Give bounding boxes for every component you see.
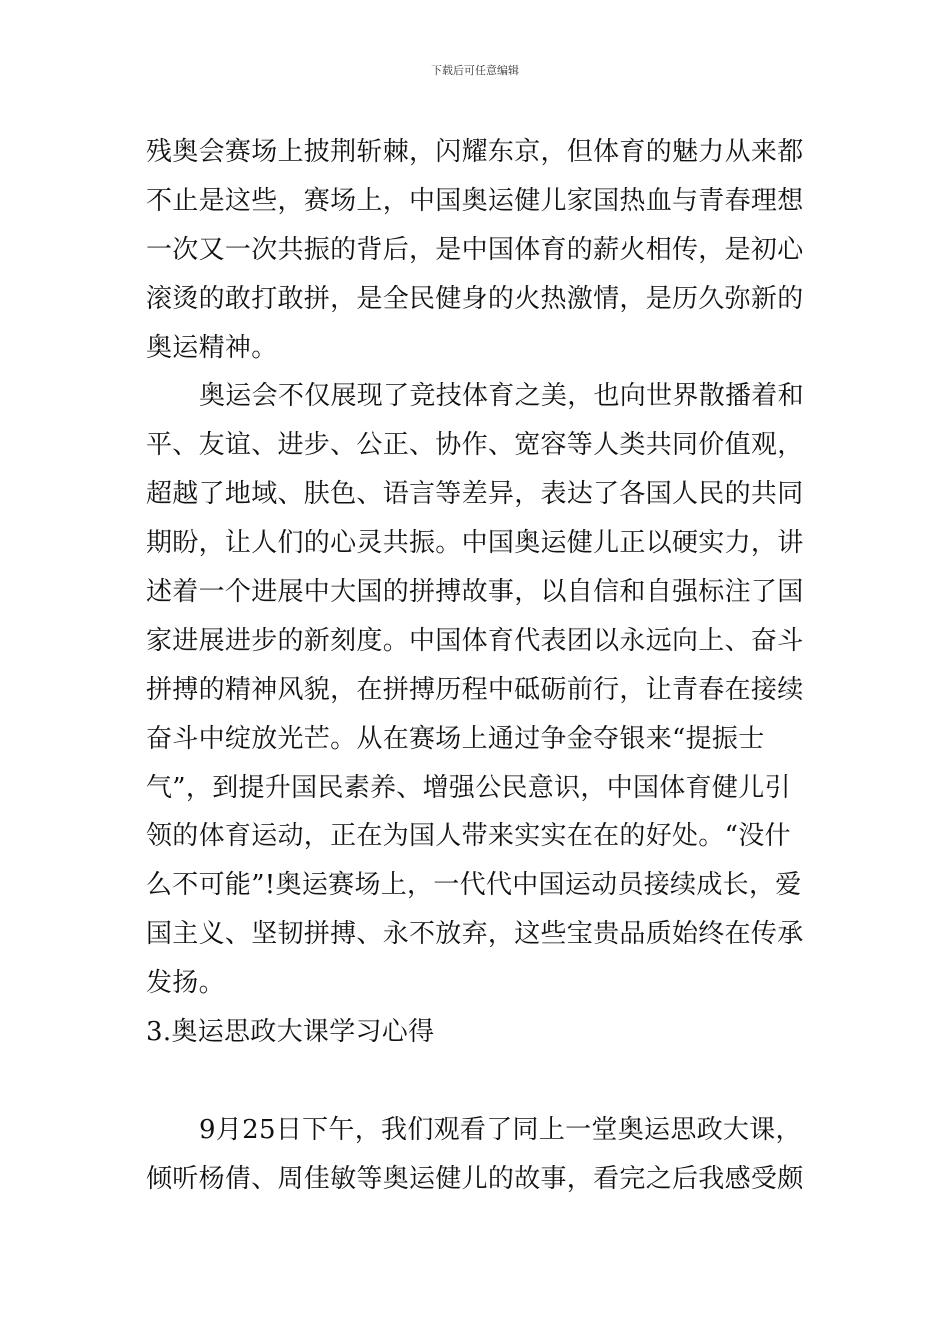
text-line: 么不可能”!奥运赛场上，一代代中国运动员接续成长，爱 (146, 870, 802, 901)
text-line: 滚烫的敢打敢拼，是全民健身的火热激情，是历久弥新的 (146, 283, 804, 314)
text-line: 拼搏的精神风貌，在拼搏历程中砥砺前行，让青春在接续 (146, 674, 804, 705)
text-line: 领的体育运动，正在为国人带来实实在在的好处。“没什 (146, 821, 791, 852)
paragraph-first-line: 9月25日下午，我们观看了同上一堂奥运思政大课， (199, 1114, 802, 1145)
text-line: 述着一个进展中大国的拼搏故事，以自信和自强标注了国 (146, 577, 804, 608)
text-line: 期盼，让人们的心灵共振。中国奥运健儿正以硬实力，讲 (146, 528, 804, 559)
text-line: 气”，到提升国民素养、增强公民意识，中国体育健儿引 (146, 772, 791, 803)
text-line: 超越了地域、肤色、语言等差异，表达了各国人民的共同 (146, 479, 804, 510)
text-line: 不止是这些，赛场上，中国奥运健儿家国热血与青春理想 (146, 185, 804, 216)
text-line: 国主义、坚韧拼搏、永不放弃，这些宝贵品质始终在传承 (146, 919, 804, 950)
text-line: 倾听杨倩、周佳敏等奥运健儿的故事，看完之后我感受颇 (146, 1163, 804, 1194)
text-line: 奥运精神。 (146, 332, 278, 363)
text-line: 一次又一次共振的背后，是中国体育的薪火相传，是初心 (146, 234, 804, 265)
blank-line (146, 1057, 811, 1106)
document-body (146, 128, 811, 1204)
paragraph-first-line: 奥运会不仅展现了竞技体育之美，也向世界散播着和 (199, 381, 804, 412)
text-line: 奋斗中绽放光芒。从在赛场上通过争金夺银来“提振士 (146, 723, 765, 754)
text-line: 残奥会赛场上披荆斩棘，闪耀东京，但体育的魅力从来都 (146, 137, 804, 167)
text-line: 平、友谊、进步、公正、协作、宽容等人类共同价值观， (146, 430, 804, 461)
text-line: 家进展进步的新刻度。中国体育代表团以永远向上、奋斗 (146, 625, 804, 656)
section-heading: 3.奥运思政大课学习心得 (146, 1017, 435, 1048)
text-line: 发扬。 (146, 968, 225, 999)
page-header: 下载后可任意编辑 (431, 64, 519, 77)
